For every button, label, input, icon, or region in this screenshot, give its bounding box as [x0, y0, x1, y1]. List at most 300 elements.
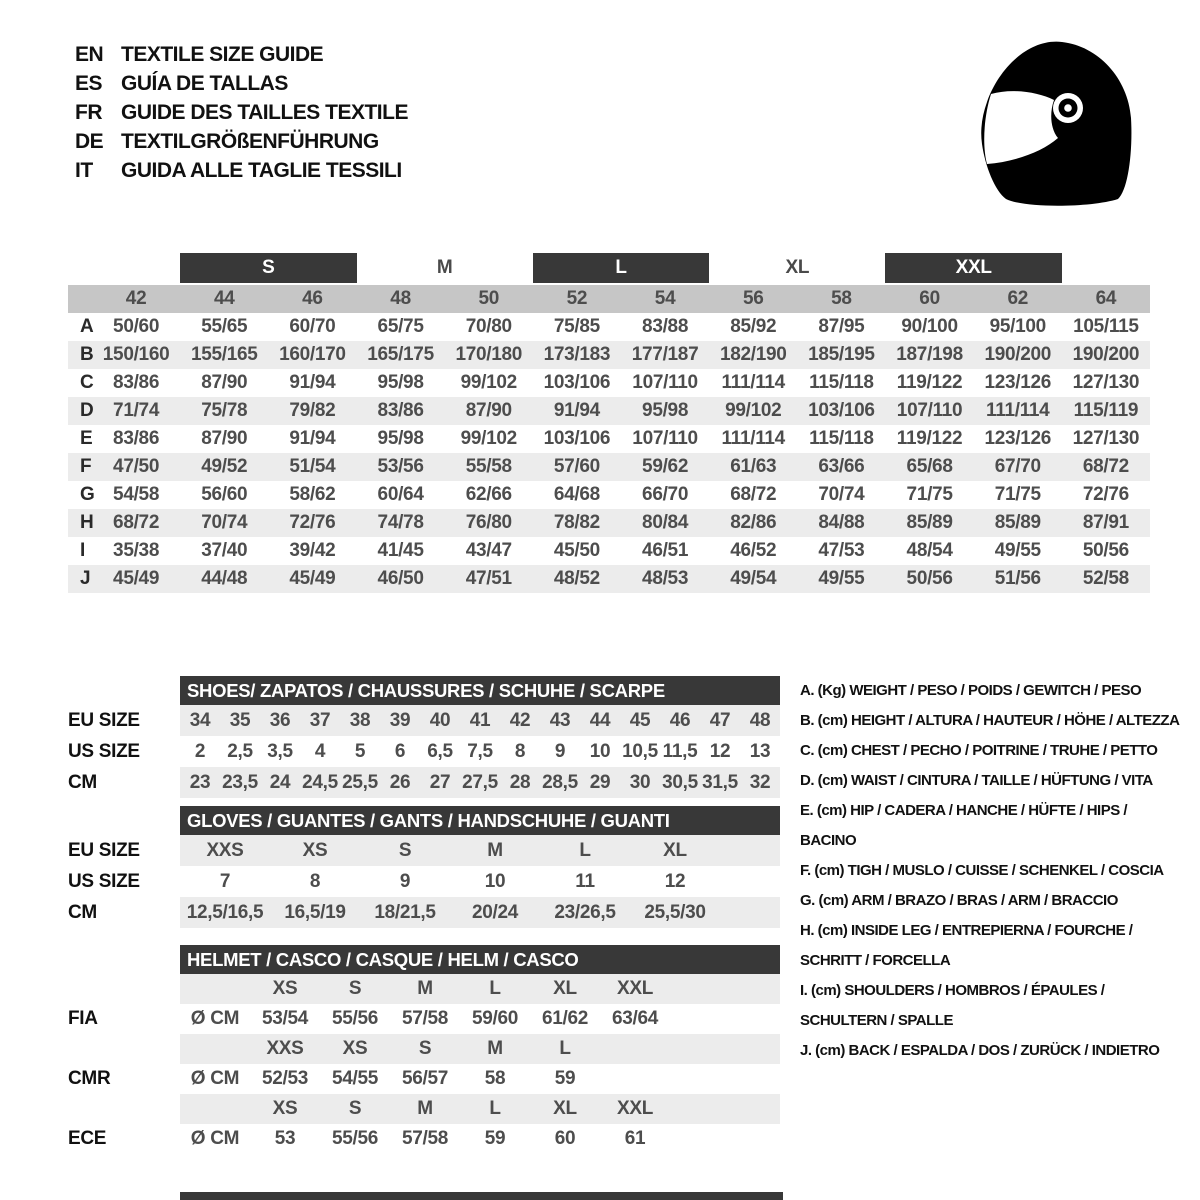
table-cell: 99/102 — [725, 400, 782, 421]
value-cell: 8 — [514, 740, 526, 762]
numeric-size-header: 62 — [1007, 288, 1029, 309]
unit-spacer — [180, 1034, 250, 1064]
table-cell: 177/187 — [631, 344, 699, 365]
value-cell: 30 — [629, 771, 651, 793]
row-label: CM — [68, 771, 97, 793]
table-cell: 53/56 — [377, 456, 424, 477]
value-cell: 27 — [429, 771, 451, 793]
table-cell: 111/114 — [721, 372, 785, 393]
table-cell: 70/74 — [201, 512, 248, 533]
table-row — [68, 397, 1150, 425]
row-label — [68, 1034, 180, 1064]
table-cell: 85/89 — [906, 512, 953, 533]
racing-helmet-icon — [978, 40, 1135, 213]
size-cell: XXL — [616, 978, 654, 999]
shoes-section-title: SHOES/ ZAPATOS / CHAUSSURES / SCHUHE / SCARPE — [180, 676, 780, 705]
size-cell: S — [348, 1098, 362, 1119]
table-cell: 123/126 — [984, 372, 1052, 393]
value-cell: 46 — [669, 709, 691, 731]
value-cell — [600, 1064, 670, 1094]
value-cell: 53 — [274, 1128, 296, 1149]
standard-label: FIA — [68, 1008, 98, 1029]
size-cell: M — [487, 1038, 503, 1059]
table-cell: 78/82 — [553, 512, 600, 533]
value-cell: 9 — [399, 870, 411, 892]
size-group-m: M — [436, 257, 453, 278]
table-cell: 119/122 — [896, 372, 963, 393]
table-cell: 50/60 — [113, 316, 160, 337]
table-cell: 85/89 — [994, 512, 1041, 533]
size-row — [68, 736, 780, 767]
table-cell: 85/92 — [730, 316, 777, 337]
value-cell: 24 — [269, 771, 291, 793]
value-cell: 7,5 — [467, 740, 493, 762]
value-cell: XL — [663, 839, 687, 861]
table-cell: 49/54 — [730, 568, 777, 589]
table-cell: 99/102 — [460, 428, 517, 449]
numeric-size-header: 50 — [478, 288, 500, 309]
row-letter: B — [80, 344, 94, 365]
language-code: IT — [75, 158, 93, 182]
table-cell: 123/126 — [984, 428, 1052, 449]
table-cell: 55/65 — [201, 316, 248, 337]
size-group-s: S — [180, 253, 356, 283]
table-cell: 95/98 — [377, 428, 424, 449]
value-cell: 6,5 — [427, 740, 453, 762]
table-cell: 48/54 — [906, 540, 953, 561]
helmet-values — [180, 1124, 780, 1154]
size-cell: L — [489, 1098, 501, 1119]
size-cell: XS — [272, 978, 298, 999]
row-label — [68, 974, 180, 1004]
table-cell: 65/68 — [906, 456, 953, 477]
legend-item: B. (cm) HEIGHT / ALTURA / HAUTEUR / HÖHE / ALTEZZA — [800, 712, 1180, 729]
size-group-xxl: XXL — [885, 253, 1061, 283]
helmet-values — [180, 1004, 780, 1034]
row-values — [180, 736, 780, 767]
value-cell: 30,5 — [662, 771, 698, 793]
language-title: GUIDA ALLE TAGLIE TESSILI — [121, 158, 402, 182]
table-cell: 190/200 — [984, 344, 1052, 365]
numeric-size-header: 46 — [302, 288, 323, 309]
language-code: ES — [75, 71, 103, 95]
numeric-size-header: 60 — [919, 288, 940, 309]
language-code: EN — [75, 42, 104, 66]
legend-item: H. (cm) INSIDE LEG / ENTREPIERNA / FOURCHE / SCHRITT / FORCELLA — [800, 922, 1133, 969]
value-cell: 28,5 — [542, 771, 578, 793]
helmet-sizes — [180, 1034, 780, 1064]
table-row — [68, 341, 1150, 369]
unit-cell: Ø CM — [190, 1068, 240, 1089]
table-cell: 84/88 — [818, 512, 865, 533]
value-cell: 25,5 — [342, 771, 378, 793]
value-cell: 32 — [749, 771, 771, 793]
table-cell: 66/70 — [642, 484, 689, 505]
table-cell: 60/70 — [289, 316, 336, 337]
value-cell: 61/62 — [541, 1008, 589, 1029]
value-cell: 12,5/16,5 — [186, 901, 264, 923]
value-cell: 39 — [389, 709, 411, 731]
table-cell: 103/106 — [543, 372, 611, 393]
language-row — [75, 69, 408, 98]
table-cell: 87/91 — [1082, 512, 1129, 533]
table-cell: 62/66 — [465, 484, 512, 505]
row-values — [180, 897, 780, 928]
table-cell: 107/110 — [896, 400, 963, 421]
language-row — [75, 40, 408, 69]
table-cell: 95/98 — [377, 372, 424, 393]
table-cell: 87/90 — [201, 428, 248, 449]
table-cell: 87/90 — [201, 372, 248, 393]
row-label: CM — [68, 901, 97, 923]
value-cell: 43 — [549, 709, 571, 731]
table-cell: 55/58 — [465, 456, 512, 477]
value-cell: 10 — [589, 740, 611, 762]
table-cell: 57/60 — [553, 456, 600, 477]
value-cell: 4 — [314, 740, 326, 762]
table-cell: 45/49 — [113, 568, 160, 589]
value-cell: S — [398, 839, 412, 861]
size-cell: M — [417, 978, 433, 999]
table-cell: 46/51 — [642, 540, 689, 561]
table-cell: 37/40 — [201, 540, 248, 561]
value-cell: 23 — [189, 771, 211, 793]
value-cell: 59 — [554, 1068, 576, 1089]
row-letter: A — [80, 316, 94, 337]
table-cell: 103/106 — [808, 400, 875, 421]
table-row — [68, 453, 1150, 481]
value-cell: 42 — [509, 709, 531, 731]
value-cell: 16,5/19 — [284, 901, 346, 923]
table-cell: 58/62 — [289, 484, 336, 505]
table-row — [68, 565, 1150, 593]
value-cell: 34 — [189, 709, 211, 731]
value-cell: 5 — [354, 740, 366, 762]
textile-table-body — [68, 313, 1150, 593]
size-group-l: L — [533, 253, 709, 283]
row-values — [180, 866, 780, 897]
value-cell: 44 — [589, 709, 611, 731]
unit-spacer — [180, 1094, 250, 1124]
language-title: TEXTILE SIZE GUIDE — [121, 42, 324, 66]
helmet-sizes-row — [68, 974, 780, 1004]
value-cell: 38 — [349, 709, 371, 731]
table-cell: 150/160 — [102, 344, 170, 365]
table-cell: 111/114 — [721, 428, 785, 449]
size-row — [68, 705, 780, 736]
table-cell: 127/130 — [1072, 372, 1140, 393]
table-cell: 160/170 — [279, 344, 346, 365]
table-cell: 67/70 — [994, 456, 1041, 477]
value-cell: 59 — [484, 1128, 506, 1149]
table-row — [68, 481, 1150, 509]
table-cell: 75/78 — [201, 400, 248, 421]
row-letter: H — [80, 512, 94, 533]
standard-label: ECE — [68, 1128, 107, 1149]
table-cell: 68/72 — [113, 512, 160, 533]
table-cell: 61/63 — [730, 456, 777, 477]
value-cell: 63/64 — [611, 1008, 659, 1029]
language-title: GUIDE DES TAILLES TEXTILE — [121, 100, 408, 124]
numeric-size-header: 52 — [566, 288, 588, 309]
legend-item: E. (cm) HIP / CADERA / HANCHE / HÜFTE / HIPS / BACINO — [800, 802, 1128, 849]
table-cell: 70/74 — [818, 484, 865, 505]
legend-item: G. (cm) ARM / BRAZO / BRAS / ARM / BRACCIO — [800, 892, 1118, 909]
table-cell: 45/50 — [553, 540, 600, 561]
value-cell: XS — [302, 839, 328, 861]
table-cell: 51/54 — [289, 456, 336, 477]
language-row — [75, 156, 408, 185]
value-cell: 2,5 — [227, 740, 253, 762]
language-title: TEXTILGRÖßENFÜHRUNG — [121, 129, 379, 153]
value-cell: 53/54 — [261, 1008, 309, 1029]
size-row — [68, 767, 780, 798]
table-cell: 90/100 — [901, 316, 958, 337]
value-cell: 36 — [269, 709, 291, 731]
unit-spacer — [180, 974, 250, 1004]
value-cell: 35 — [229, 709, 251, 731]
value-cell: 59/60 — [471, 1008, 519, 1029]
table-cell: 72/76 — [1082, 484, 1129, 505]
table-cell: 95/100 — [989, 316, 1046, 337]
table-cell: 47/51 — [465, 568, 512, 589]
value-cell: 6 — [394, 740, 406, 762]
helmet-values — [180, 1064, 780, 1094]
value-cell: 40 — [429, 709, 451, 731]
table-cell: 50/56 — [906, 568, 953, 589]
helmet-sizes — [180, 1094, 780, 1124]
table-cell: 35/38 — [113, 540, 160, 561]
table-cell: 71/74 — [113, 400, 160, 421]
table-cell: 49/55 — [818, 568, 865, 589]
value-cell: 3,5 — [267, 740, 293, 762]
row-label: EU SIZE — [68, 709, 140, 731]
value-cell: 52/53 — [261, 1068, 309, 1089]
table-cell: 103/106 — [543, 428, 611, 449]
table-cell: 107/110 — [632, 372, 698, 393]
helmet-values-row — [68, 1064, 780, 1094]
value-cell: 11,5 — [662, 740, 698, 762]
table-cell: 74/78 — [377, 512, 424, 533]
value-cell: 31,5 — [702, 771, 738, 793]
value-cell: 47 — [709, 709, 731, 731]
legend-item: C. (cm) CHEST / PECHO / POITRINE / TRUHE / PETTO — [800, 742, 1158, 759]
value-cell: 7 — [219, 870, 231, 892]
size-cell: XXS — [266, 1038, 304, 1059]
value-cell: 24,5 — [302, 771, 338, 793]
value-cell: 25,5/30 — [644, 901, 706, 923]
table-cell: 59/62 — [642, 456, 689, 477]
table-cell: 50/56 — [1082, 540, 1129, 561]
table-cell: 185/195 — [808, 344, 875, 365]
table-cell: 54/58 — [113, 484, 160, 505]
table-cell: 99/102 — [460, 372, 517, 393]
size-cell: XL — [553, 978, 577, 999]
size-cell: L — [559, 1038, 571, 1059]
language-row — [75, 98, 408, 127]
standard-label: CMR — [68, 1068, 111, 1089]
row-letter: F — [80, 456, 92, 477]
row-letter: E — [80, 428, 93, 449]
table-cell: 115/118 — [809, 372, 874, 393]
value-cell: 23/26,5 — [554, 901, 616, 923]
language-title-list — [75, 40, 408, 185]
table-cell: 76/80 — [465, 512, 512, 533]
table-row — [68, 537, 1150, 565]
table-cell: 68/72 — [730, 484, 777, 505]
table-cell: 127/130 — [1072, 428, 1140, 449]
value-cell: L — [579, 839, 591, 861]
table-cell: 47/53 — [818, 540, 865, 561]
helmet-values-row — [68, 1004, 780, 1034]
language-code: FR — [75, 100, 102, 124]
value-cell: M — [487, 839, 503, 861]
value-cell: 55/56 — [331, 1128, 379, 1149]
size-group-header-row — [68, 253, 1150, 283]
table-cell: 115/118 — [809, 428, 874, 449]
size-cell: XS — [272, 1098, 298, 1119]
numeric-size-header: 54 — [654, 288, 676, 309]
helmet-sizes-row — [68, 1034, 780, 1064]
helmet-sizes-row — [68, 1094, 780, 1124]
value-cell: 45 — [629, 709, 651, 731]
table-cell: 83/86 — [377, 400, 424, 421]
value-cell: 8 — [309, 870, 321, 892]
value-cell: 23,5 — [222, 771, 258, 793]
size-row — [68, 835, 780, 866]
value-cell: 12 — [709, 740, 731, 762]
table-cell: 155/165 — [190, 344, 258, 365]
numeric-size-header: 44 — [213, 288, 235, 309]
value-cell: 54/55 — [331, 1068, 379, 1089]
table-cell: 111/114 — [986, 400, 1050, 421]
value-cell: 11 — [575, 870, 595, 892]
table-cell: 165/175 — [367, 344, 434, 365]
helmet-section-title: HELMET / CASCO / CASQUE / HELM / CASCO — [180, 945, 780, 974]
size-row — [68, 866, 780, 897]
table-cell: 115/119 — [1073, 400, 1139, 421]
row-letter: D — [80, 400, 94, 421]
table-cell: 65/75 — [377, 316, 424, 337]
legend-item: A. (Kg) WEIGHT / PESO / POIDS / GEWITCH / PESO — [800, 682, 1142, 699]
row-label: US SIZE — [68, 870, 140, 892]
value-cell: 13 — [749, 740, 771, 762]
numeric-size-header: 48 — [390, 288, 411, 309]
value-cell: 61 — [624, 1128, 646, 1149]
table-cell: 80/84 — [642, 512, 689, 533]
value-cell: 57/58 — [401, 1008, 449, 1029]
table-cell: 87/95 — [818, 316, 865, 337]
row-values — [180, 705, 780, 736]
shoes-table — [68, 705, 780, 798]
size-cell: L — [489, 978, 501, 999]
language-row — [75, 127, 408, 156]
measurement-legend — [800, 676, 1185, 1066]
table-row — [68, 313, 1150, 341]
table-cell: 51/56 — [994, 568, 1041, 589]
size-group-xl: XL — [785, 257, 810, 278]
value-cell: 26 — [389, 771, 411, 793]
table-cell: 64/68 — [553, 484, 600, 505]
row-label: EU SIZE — [68, 839, 140, 861]
numeric-size-header: 58 — [831, 288, 852, 309]
table-cell: 44/48 — [201, 568, 248, 589]
table-cell: 83/86 — [113, 428, 160, 449]
row-letter: C — [80, 372, 94, 393]
table-cell: 41/45 — [377, 540, 424, 561]
gloves-table — [68, 835, 780, 928]
unit-cell: Ø CM — [190, 1008, 240, 1029]
table-cell: 49/55 — [994, 540, 1041, 561]
racing-helmet-graphic — [978, 40, 1135, 208]
unit-cell: Ø CM — [190, 1128, 240, 1149]
table-cell: 45/49 — [289, 568, 336, 589]
numeric-size-header: 64 — [1095, 288, 1117, 309]
gloves-section-title: GLOVES / GUANTES / GANTS / HANDSCHUHE / GUANTI — [180, 806, 780, 835]
value-cell: XXS — [206, 839, 244, 861]
table-cell: 39/42 — [289, 540, 336, 561]
row-letter: G — [80, 484, 95, 505]
size-cell: XXL — [616, 1098, 654, 1119]
lower-tables — [68, 676, 780, 1154]
value-cell: 10,5 — [622, 740, 658, 762]
value-cell: 56/57 — [401, 1068, 449, 1089]
value-cell: 29 — [589, 771, 611, 793]
table-cell: 170/180 — [455, 344, 523, 365]
table-cell: 49/52 — [201, 456, 248, 477]
size-row — [68, 897, 780, 928]
band-spacer — [68, 285, 92, 313]
table-cell: 119/122 — [896, 428, 963, 449]
table-cell: 182/190 — [719, 344, 787, 365]
size-cell — [600, 1034, 670, 1064]
table-cell: 47/50 — [113, 456, 160, 477]
size-cell: M — [417, 1098, 433, 1119]
row-letter: J — [80, 568, 91, 589]
table-cell: 46/50 — [377, 568, 424, 589]
legend-item: J. (cm) BACK / ESPALDA / DOS / ZURÜCK / INDIETRO — [800, 1042, 1160, 1059]
table-cell: 187/198 — [896, 344, 963, 365]
size-cell: S — [348, 978, 362, 999]
helmet-table — [68, 974, 780, 1154]
value-cell: 57/58 — [401, 1128, 449, 1149]
value-cell: 18/21,5 — [374, 901, 436, 923]
language-title: GUÍA DE TALLAS — [121, 71, 288, 95]
table-cell: 79/82 — [289, 400, 336, 421]
legend-item: D. (cm) WAIST / CINTURA / TAILLE / HÜFTUNG / VITA — [800, 772, 1153, 789]
table-cell: 82/86 — [730, 512, 777, 533]
table-cell: 91/94 — [289, 428, 336, 449]
table-cell: 56/60 — [201, 484, 248, 505]
table-cell: 48/52 — [553, 568, 600, 589]
table-cell: 72/76 — [289, 512, 336, 533]
value-cell: 28 — [509, 771, 531, 793]
value-cell: 37 — [309, 709, 331, 731]
table-cell: 87/90 — [465, 400, 512, 421]
row-label — [68, 1094, 180, 1124]
value-cell: 41 — [469, 709, 491, 731]
row-letter: I — [80, 540, 85, 561]
value-cell: 60 — [554, 1128, 576, 1149]
legend-item: I. (cm) SHOULDERS / HOMBROS / ÉPAULES / SCHULTERN / SPALLE — [800, 982, 1105, 1029]
table-cell: 91/94 — [553, 400, 600, 421]
value-cell: 20/24 — [471, 901, 519, 923]
table-cell: 75/85 — [553, 316, 600, 337]
table-cell: 63/66 — [818, 456, 865, 477]
cropped-section-bar — [180, 1192, 783, 1200]
language-code: DE — [75, 129, 104, 153]
value-cell: 10 — [484, 870, 506, 892]
